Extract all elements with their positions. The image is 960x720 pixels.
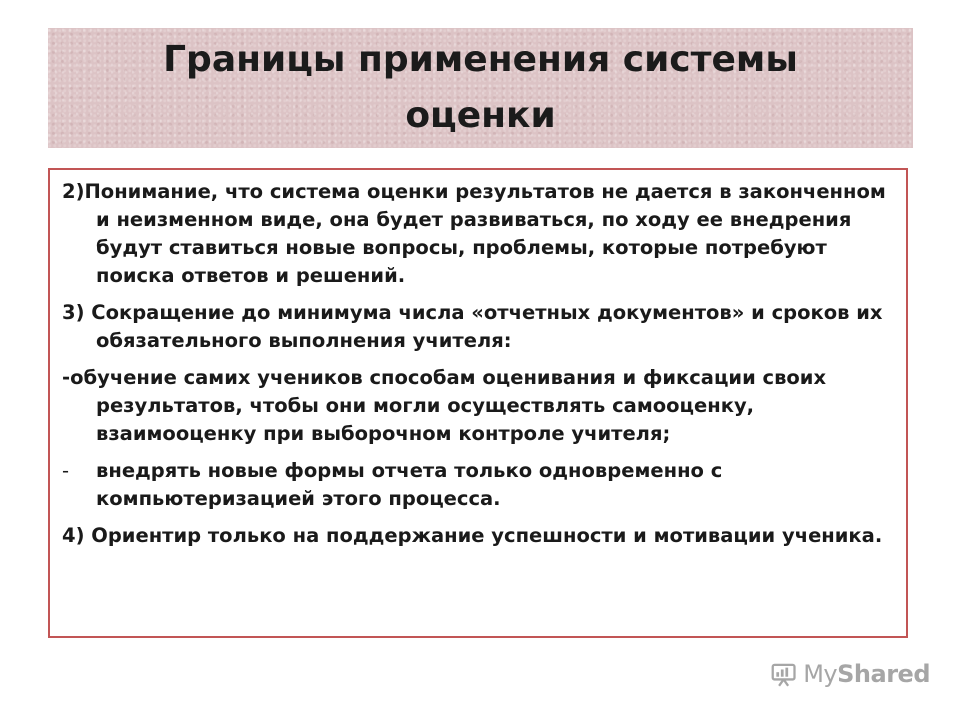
dash-marker: -: [62, 459, 70, 482]
title-band: [48, 28, 913, 148]
content-box: [48, 168, 908, 638]
paragraph-item: -обучение самих учеников способам оценивания и фиксации своих результатов, чтобы они могли осуществлять самооценку, взаимооценку при выборочном контроле учителя;: [62, 366, 827, 445]
watermark-text-bold: Shared: [837, 660, 930, 688]
dash-paragraph-item: [62, 457, 896, 513]
watermark-text-light: My: [803, 660, 838, 688]
dash-paragraph-text: внедрять новые формы отчета только одновременно с компьютеризацией этого процесса.: [96, 459, 723, 510]
paragraph-item: 4) Ориентир только на поддержание успешности и мотивации ученика.: [62, 524, 883, 547]
paragraph-item: 3) Сокращение до минимума числа «отчетных документов» и сроков их обязательного выполнения учителя:: [62, 301, 883, 352]
myshared-watermark[interactable]: [770, 656, 930, 692]
paragraph-item: 2)Понимание, что система оценки результатов не дается в законченном и неизменном виде, она будет развиваться, по ходу ее внедрения будут ставиться новые вопросы, проблемы, которые потребуют поиска ответов и решений.: [62, 180, 886, 287]
presentation-icon: [770, 659, 797, 689]
watermark-text: [803, 660, 930, 688]
slide-title: Границы применения системы оценки: [163, 39, 798, 136]
